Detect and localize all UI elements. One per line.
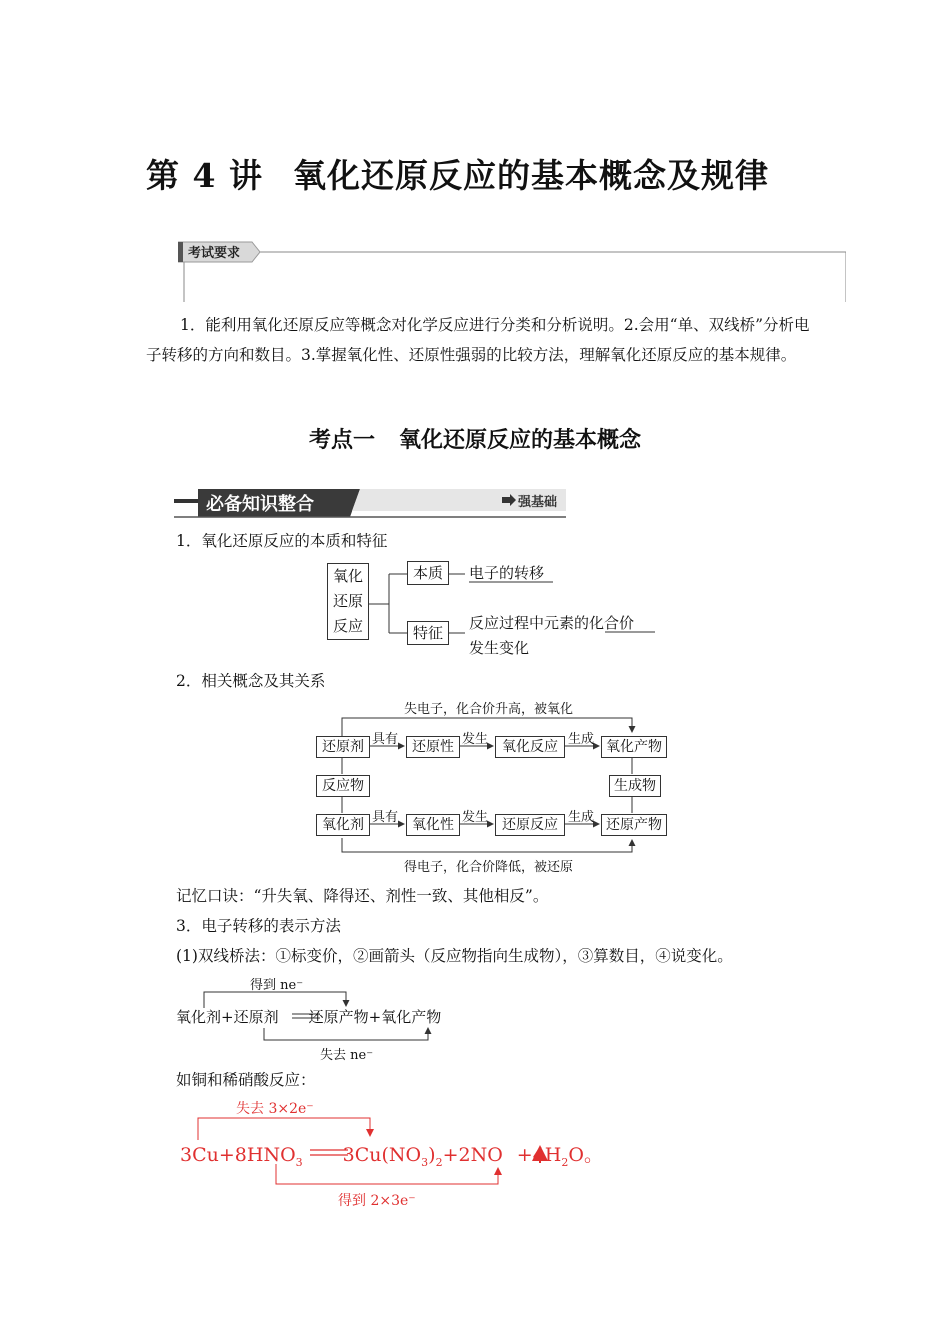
example-equation: $3Cu+8HNO_3$ $3Cu(NO_3)_2+2NO +4H_2O$。 [180, 1144, 603, 1169]
verb-generate-2: 生成 [568, 810, 595, 825]
feature-box: 特征 [407, 621, 449, 645]
general-loss-label: 失去 ne⁻ [320, 1048, 374, 1063]
copper-nitric-acid-example [178, 1094, 648, 1214]
oxidant-box: 氧化剂 [316, 814, 370, 836]
essence-text: 电子的转移 [469, 564, 545, 582]
double-bridge-method: (1)双线桥法：①标变价，②画箭头（反应物指向生成物），③算数目，④说变化。 [176, 947, 733, 965]
feature-text-2: 发生变化 [469, 639, 530, 657]
verb-undergo-2: 发生 [462, 810, 489, 825]
general-equation: 氧化剂+还原剂 还原产物+氧化产物 [176, 1008, 442, 1026]
section-name: 氧化还原反应的基本概念 [399, 427, 642, 453]
item3-heading: 3．电子转移的表示方法 [176, 917, 341, 935]
product-box: 生成物 [609, 775, 661, 797]
section-title [0, 423, 950, 454]
oxidation-product-box: 氧化产物 [601, 736, 667, 758]
item1-heading: 1．氧化还原反应的本质和特征 [176, 532, 388, 550]
reduction-reaction-box: 还原反应 [495, 814, 565, 836]
example-gain-label: 得到 2×3e⁻ [338, 1193, 416, 1209]
requirements-tag: 考试要求 [188, 246, 241, 261]
banner-side: 强基础 [518, 495, 558, 510]
verb-generate-1: 生成 [568, 732, 595, 747]
general-bridge-diagram [176, 972, 476, 1062]
requirements-frame [178, 240, 846, 302]
essence-box: 本质 [407, 561, 449, 585]
page-title [146, 150, 769, 197]
section-label: 考点一 [308, 427, 375, 453]
reductant-box: 还原剂 [316, 736, 370, 758]
redox-root-box: 氧化 还原 反应 [327, 563, 369, 640]
reduction-product-box: 还原产物 [601, 814, 667, 836]
reducibility-box: 还原性 [406, 736, 460, 758]
knowledge-banner [174, 487, 566, 519]
reactant-box: 反应物 [316, 775, 370, 797]
general-gain-label: 得到 ne⁻ [250, 978, 304, 993]
lecture-number: 第 4 讲 [146, 156, 263, 195]
verb-has-1: 具有 [372, 732, 399, 747]
item2-heading: 2．相关概念及其关系 [176, 672, 326, 690]
verb-undergo-1: 发生 [462, 732, 489, 747]
concept-relation-diagram [312, 696, 672, 876]
oxidation-label: 失电子，化合价升高，被氧化 [404, 702, 574, 717]
requirements-text: 1．能利用氧化还原反应等概念对化学反应进行分类和分析说明。2.会用“单、双线桥”分析电子转移的方向和数目。3.掌握氧化性、还原性强弱的比较方法，理解氧化还原反应的基本规律。 [146, 316, 810, 364]
verb-has-2: 具有 [372, 810, 399, 825]
oxidizability-box: 氧化性 [406, 814, 460, 836]
example-intro: 如铜和稀硝酸反应： [176, 1071, 316, 1089]
exam-requirements-box [178, 240, 846, 302]
lecture-title: 氧化还原反应的基本概念及规律 [292, 156, 769, 195]
essence-diagram [325, 560, 675, 665]
mnemonic: 记忆口诀：“升失氧、降得还、剂性一致、其他相反”。 [176, 887, 549, 905]
example-loss-label: 失去 3×2e⁻ [236, 1101, 314, 1117]
oxidation-reaction-box: 氧化反应 [495, 736, 565, 758]
banner-title: 必备知识整合 [206, 494, 314, 515]
reduction-label: 得电子，化合价降低，被还原 [404, 860, 574, 875]
feature-text: 反应过程中元素的化合价 [469, 614, 635, 632]
